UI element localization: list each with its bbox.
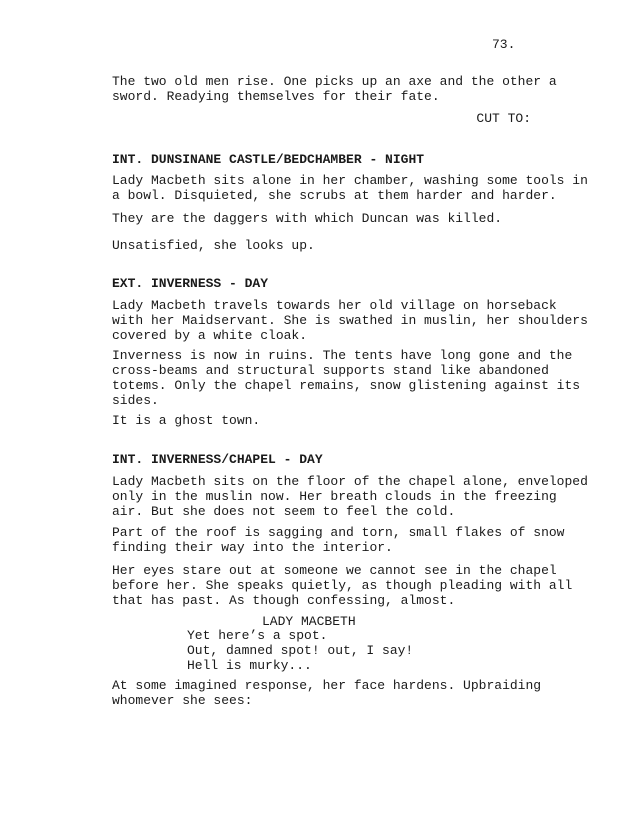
action-text: Lady Macbeth sits alone in her chamber, washing some tools in a bowl. Disquieted, she scrubs at them harder and harder. bbox=[112, 173, 588, 203]
action-text: Part of the roof is sagging and torn, small flakes of snow finding their way into the interior. bbox=[112, 525, 565, 555]
transition-cut-to: CUT TO: bbox=[476, 111, 531, 126]
action-text: It is a ghost town. bbox=[112, 413, 261, 428]
scene-heading: INT. DUNSINANE CASTLE/BEDCHAMBER - NIGHT bbox=[112, 152, 425, 167]
page-number: 73. bbox=[492, 37, 516, 52]
action-text: Inverness is now in ruins. The tents have long gone and the cross-beams and structural supports stand like abandoned totems. Only the chapel remains, snow glistening against its sides. bbox=[112, 348, 581, 408]
action-text: The two old men rise. One picks up an axe and the other a sword. Readying themselves for their fate. bbox=[112, 74, 557, 104]
scene-heading: INT. INVERNESS/CHAPEL - DAY bbox=[112, 452, 323, 467]
scene-heading: EXT. INVERNESS - DAY bbox=[112, 276, 269, 291]
action-text: Unsatisfied, she looks up. bbox=[112, 238, 315, 253]
dialogue: Yet here’s a spot. Out, damned spot! out, I say! Hell is murky... bbox=[187, 628, 414, 673]
character-name: LADY MACBETH bbox=[262, 614, 356, 629]
action-text: Her eyes stare out at someone we cannot see in the chapel before her. She speaks quietly, as though pleading with all that has past. As though confessing, almost. bbox=[112, 563, 573, 608]
action-text: Lady Macbeth sits on the floor of the chapel alone, enveloped only in the muslin now. Her breath clouds in the freezing air. But she does not seem to feel the cold. bbox=[112, 474, 588, 519]
action-text: At some imagined response, her face hardens. Upbraiding whomever she sees: bbox=[112, 678, 542, 708]
action-text: They are the daggers with which Duncan was killed. bbox=[112, 211, 503, 226]
action-text: Lady Macbeth travels towards her old village on horseback with her Maidservant. She is swathed in muslin, her shoulders covered by a white cloak. bbox=[112, 298, 588, 343]
